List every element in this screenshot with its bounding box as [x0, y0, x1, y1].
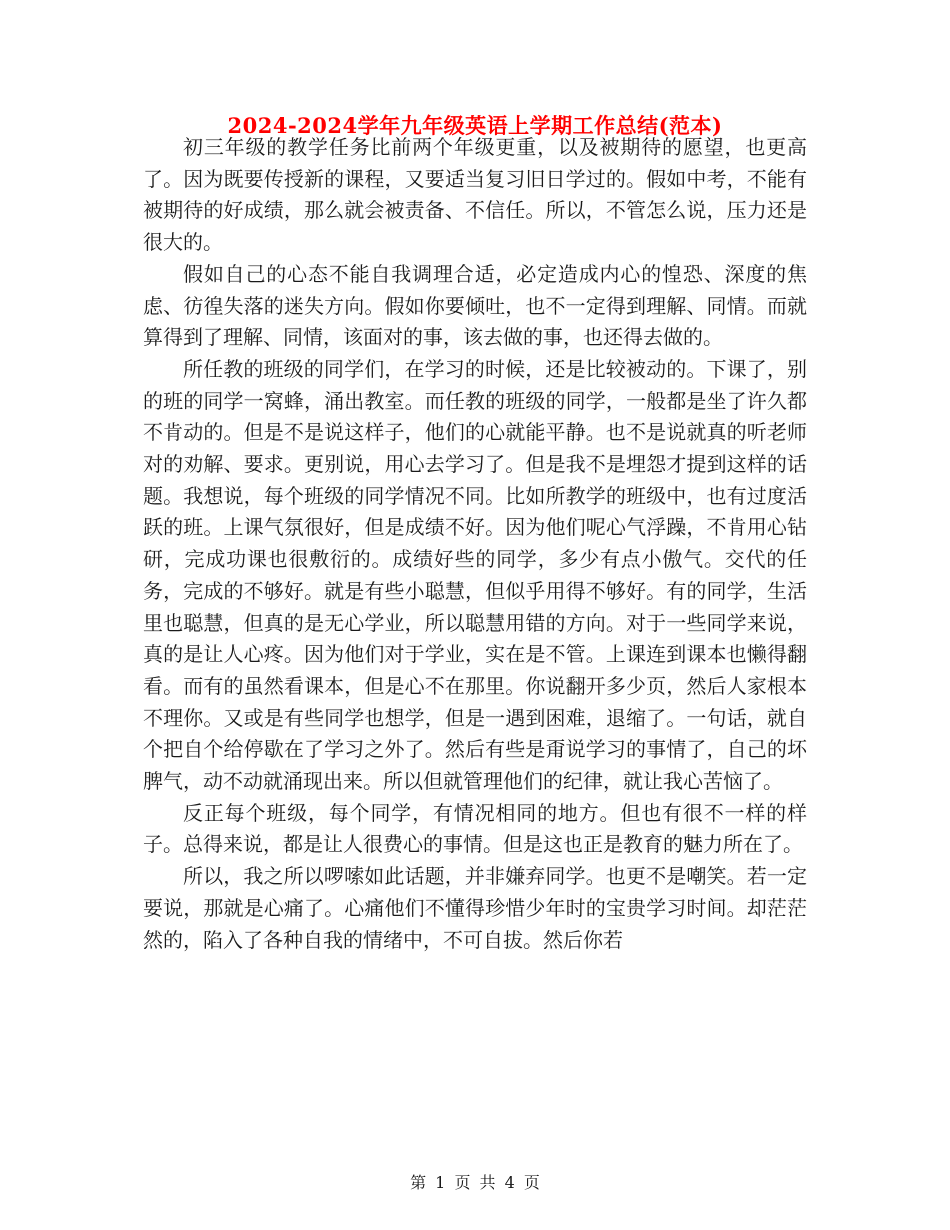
paragraph-2: 假如自己的心态不能自我调理合适，必定造成内心的惶恐、深度的焦虑、彷徨失落的迷失方向。假如你要倾吐，也不一定得到理解、同情。而就算得到了理解、同情，该面对的事，该去做的事，也还得去做的。	[143, 261, 807, 350]
document-body	[143, 132, 807, 956]
paragraph-3: 所任教的班级的同学们，在学习的时候，还是比较被动的。下课了，别的班的同学一窝蜂，涌出教室。而任教的班级的同学，一般都是坐了许久都不肯动的。但是不是说这样子，他们的心就能平静。也不是说就真的听老师对的劝解、要求。更别说，用心去学习了。但是我不是埋怨才提到这样的话题。我想说，每个班级的同学情况不同。比如所教学的班级中，也有过度活跃的班。上课气氛很好，但是成绩不好。因为他们呢心气浮躁，不肯用心钻研，完成功课也很敷衍的。成绩好些的同学，多少有点小傲气。交代的任务，完成的不够好。就是有些小聪慧，但似乎用得不够好。有的同学，生活里也聪慧，但真的是无心学业，所以聪慧用错的方向。对于一些同学来说，真的是让人心疼。因为他们对于学业，实在是不管。上课连到课本也懒得翻看。而有的虽然看课本，但是心不在那里。你说翻开多少页，然后人家根本不理你。又或是有些同学也想学，但是一遇到困难，退缩了。一句话，就自个把自个给停歇在了学习之外了。然后有些是甭说学习的事情了，自己的坏脾气，动不动就涌现出来。所以但就管理他们的纪律，就让我心苦恼了。	[143, 356, 807, 794]
paragraph-4: 反正每个班级，每个同学，有情况相同的地方。但也有很不一样的样子。总得来说，都是让人很费心的事情。但是这也正是教育的魅力所在了。	[143, 800, 807, 857]
paragraph-5: 所以，我之所以啰嗦如此话题，并非嫌弃同学。也更不是嘲笑。若一定要说，那就是心痛了。心痛他们不懂得珍惜少年时的宝贵学习时间。却茫茫然的，陷入了各种自我的情绪中，不可自拔。然后你若	[143, 864, 807, 952]
paragraph-1: 初三年级的教学任务比前两个年级更重，以及被期待的愿望，也更高了。因为既要传授新的课程，又要适当复习旧日学过的。假如中考，不能有被期待的好成绩，那么就会被责备、不信任。所以，不管怎么说，压力还是很大的。	[143, 135, 807, 255]
document-title: 2024-2024学年九年级英语上学期工作总结(范本)	[227, 113, 723, 138]
page-footer: 第 1 页 共 4 页	[410, 1173, 540, 1192]
